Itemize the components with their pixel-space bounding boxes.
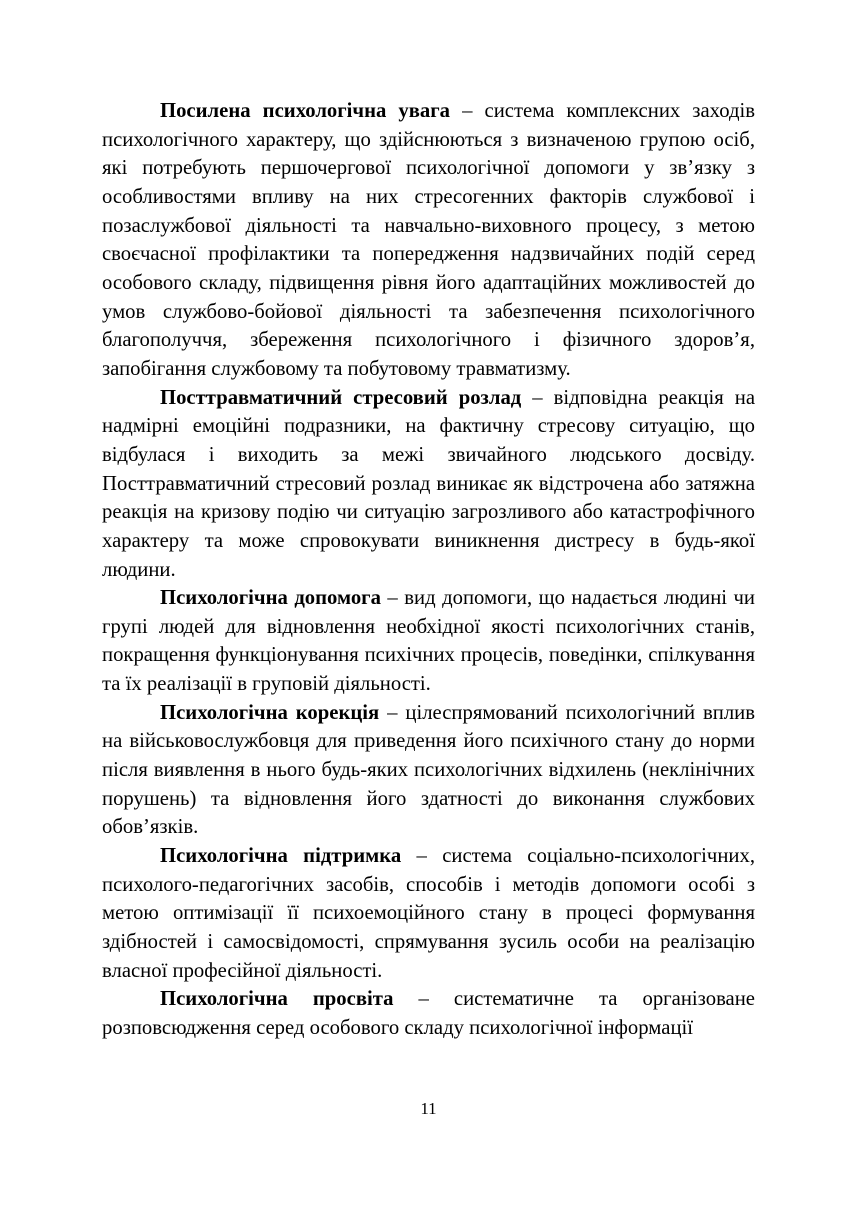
glossary-definition: – система комплексних заходів психологічного характеру, що здійснюються з визначеною групою осіб, які потребують першочергової психологічної допомоги у зв’язку з особливостями впливу на них стресогенних факторів службової і позаслужбової діяльності та навчально-виховного процесу, з метою своєчасної профілактики та попередження надзвичайних подій серед особового складу, підвищення рівня його адаптаційних можливостей до умов службово-бойової діяльності та забезпечення психологічного благополуччя, збереження психологічного і фізичного здоров’я, запобігання службовому та побутовому травматизму.	[102, 100, 756, 380]
glossary-term: Психологічна допомога	[160, 587, 381, 610]
glossary-term: Психологічна корекція	[160, 701, 380, 724]
glossary-term: Посттравматичний стресовий розлад	[160, 386, 522, 409]
glossary-definition: – цілеспрямований психологічний вплив на військовослужбовця для приведення його психічного стану до норми після виявлення в нього будь-яких психологічних відхилень (неклінічних порушень) та відновлення його здатності до виконання службових обов’язків.	[102, 701, 755, 839]
glossary-text	[102, 97, 755, 1043]
glossary-term: Посилена психологічна увага	[160, 100, 451, 122]
glossary-term: Психологічна підтримка	[160, 845, 402, 868]
glossary-entry	[102, 699, 755, 842]
glossary-definition: – система соціально-психологічних, психолого-педагогічних засобів, способів і методів допомоги особі з метою оптимізації її психоемоційного стану в процесі формування здібностей і самосвідомості, спрямування зусиль особи на реалізацію власної професійної діяльності.	[102, 845, 755, 982]
glossary-definition: – систематичне та організоване розповсюдження серед особового складу психологічної інформації	[102, 988, 755, 1039]
glossary-entry	[102, 384, 755, 585]
glossary-entry	[102, 584, 755, 699]
glossary-entry	[102, 842, 755, 985]
glossary-entry	[102, 97, 755, 384]
glossary-entry	[102, 985, 755, 1042]
glossary-definition: – вид допомоги, що надається людині чи групі людей для відновлення необхідної якості психологічних станів, покращення функціонування психічних процесів, поведінки, спілкування та їх реалізації в груповій діяльності.	[102, 587, 756, 696]
glossary-term: Психологічна просвіта	[160, 988, 394, 1011]
glossary-definition: – відповідна реакція на надмірні емоційні подразники, на фактичну стресову ситуацію, що відбулася і виходить за межі звичайного людського досвіду. Посттравматичний стресовий розлад виникає як відстрочена або затяжна реакція на кризову подію чи ситуацію загрозливого або катастрофічного характеру та може спровокувати виникнення дистресу в будь-якої людини.	[102, 386, 755, 581]
page-number: 11	[420, 1099, 437, 1118]
